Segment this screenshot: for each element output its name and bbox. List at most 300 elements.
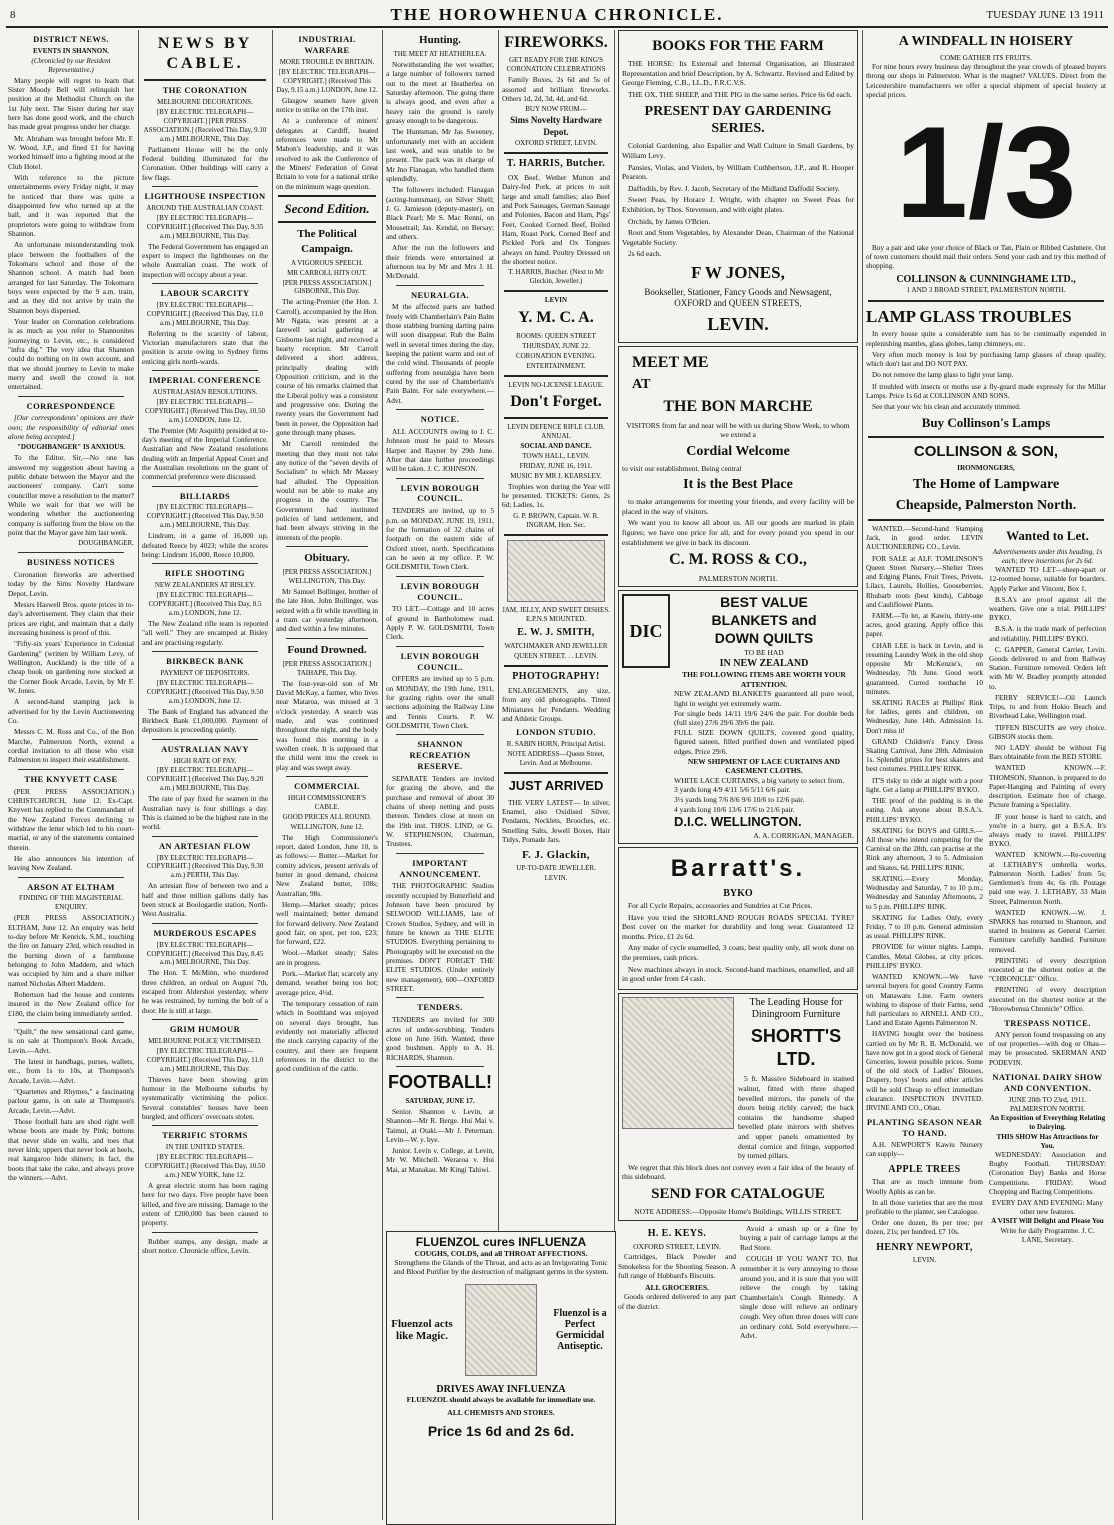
ad-business-name: E. W. J. SMITH, bbox=[517, 627, 595, 639]
article-title: "DOUGHBANGER" IS ANXIOUS. bbox=[17, 443, 125, 452]
ad-text: 5 ft. Massive Sideboard in stained walnut, fitted with three shaped bevelled mirrors, the panels of the doors being richly carved; the back contains the handsome shaped bevelled plate mirrors with shelves and upper panels ornamented by dental cornice and fringe, supported by turned pillars. bbox=[738, 1074, 854, 1161]
fluenzol-advertisement bbox=[386, 1231, 616, 1525]
column-rule bbox=[382, 30, 383, 1520]
ad-address: 1 AND 3 BROAD STREET, PALMERSTON NORTH. bbox=[906, 286, 1066, 295]
paragraph: Many people will regret to learn that Sister Moody Bell will relinquish her position at the Methodist Church on the 1st July next. The Sister during her stay here has done good work, and the church has made great progress under her charge. bbox=[8, 75, 134, 132]
edition-heading: Second Edition. bbox=[284, 200, 370, 216]
ad-text: THE VERY LATEST— In silver, Enamel, also Oxidised Silver, Pendants, Necklets, Brooches, etc. Smelling Salts, Jewell Boxes, Hair Tidys, Pomade Jars. bbox=[502, 797, 610, 844]
small-notices bbox=[740, 1224, 858, 1343]
classified-ad: SKATING for BOYS and GIRLS.—All those who intend competing for the Carnival on the 28th, can practise at the Rink any afternoon, 3 to 5. Admission and Skates, 6d. PHILLIPS' RINK. bbox=[866, 826, 983, 872]
dateline: [BY ELECTRIC TELEGRAPH—COPYRIGHT.] [PER PRESS ASSOCIATION.] (Received This Day, 9.10 a.m.) MELBOURNE, This Day. bbox=[143, 107, 267, 143]
notice-title: NOTICE. bbox=[420, 414, 460, 425]
notice-title: LEVIN BOROUGH COUNCIL. bbox=[400, 482, 480, 504]
paragraph: Referring to the scarcity of labour, Victorian manufacturers state that the position is acute owing to Sydney firms enticing girls north-wards. bbox=[142, 328, 268, 366]
paragraph: [Our correspondents' opinions are their own; the responsibility of editorial ones alone being accepted.] bbox=[8, 413, 134, 442]
paragraph: The acting-Premier (the Hon. J. Carroll), accompanied by the Hon. Mr Ngata, was present at a farewell social gathering at Gisborne last night, and received a hearty reception. Mr Carroll delivered a short address, principally dealing with Opposition criticism, and in the course of his remarks claimed that the Liberal policy was a consistent and progressive one. During the twenty years the Government had been in power, the Opposition had gone through many phases. bbox=[276, 297, 378, 438]
article-byline: (Chronicled by our Resident Representative.) bbox=[31, 56, 111, 74]
ad-text: A.H. NEWPORT'S Kawiu Nursery can supply— bbox=[866, 1141, 983, 1159]
paragraph: Rubber stamps, any design, made at short notice. Chronicle office, Levin. bbox=[142, 1236, 268, 1256]
ad-text: NEW ZEALAND BLANKETS guaranteed all pure wool, light in weight yet extremely warm. bbox=[674, 689, 854, 709]
paragraph: M the affected parts are bathed freely with Chamberlain's Pain Balm those stabbing burning darting pains will soon disappear. Rub the Balm well in several times during the day, keeping the patient warm and out of the cold wind. Thousands of people suffering from neuralgia have been cured by the use of Chamberlain's Pain Balm. For sale everywhere.—Advt. bbox=[386, 302, 494, 405]
sideboard-illustration bbox=[622, 997, 734, 1129]
article-title: NEURALGIA. bbox=[410, 289, 470, 300]
article-subtitle: HIGH RATE OF PAY. bbox=[173, 756, 237, 765]
classified-ad: B.S.A. is the trade mark of perfection and reliability. PHILLIPS' BYKO. bbox=[989, 625, 1106, 643]
ad-text: For all Cycle Repairs, accessories and Sundries at Cut Prices. bbox=[628, 900, 813, 910]
ad-tagline: DRIVES AWAY INFLUENZA bbox=[436, 1384, 566, 1395]
notice-text: TENDERS are invited, up to 5 p.m. on MONDAY, JUNE 19, 1911, for the formation of 32 chains of footpath on the eastern side of Oxford street, north. Specifications can be seen at my office. P. W. GOLDSMITH, Town Clerk. bbox=[386, 506, 494, 572]
ad-text: LEVIN NO-LICENSE LEAGUE. bbox=[508, 380, 604, 389]
ad-text: ALL GROCERIES. bbox=[645, 1282, 709, 1292]
ad-headline: Buy Collinson's Lamps bbox=[921, 415, 1051, 431]
ad-headline: It is the Best Place bbox=[683, 477, 793, 493]
ad-headline: PLANTING SEASON NEAR TO HAND. bbox=[866, 1117, 983, 1139]
ad-text: PALMERSTON NORTH. bbox=[1009, 1104, 1086, 1113]
ad-text: COUGH IF YOU WANT TO. But remember it is very annoying to those around you, and it is sure that you will relieve the cough by taking Chamberlain's Cough Remedy. A single dose will relieve an ordinary cough. Very often three doses will cure an ordinary cold. Sold everywhere.—Advt. bbox=[740, 1254, 858, 1341]
ad-text: Trophies won during the Year will be presented. TICKETS: Gents, 2s 6d; Ladies, 1s. bbox=[502, 481, 610, 510]
classified-ad: SKATING RACES at Phillips' Rink for ladies, gents and children, on Wednesday, June 14th. Admission 1s. Don't miss it! bbox=[866, 698, 983, 735]
classified-ad: IF your house is hard to catch, and you're in a hurry, get a B.S.A. It's always ready to travel. PHILLIPS' BYKO. bbox=[989, 812, 1106, 849]
notice-title: LEVIN BOROUGH COUNCIL. bbox=[400, 580, 480, 602]
ad-headline: Cordial Welcome bbox=[686, 443, 790, 459]
paragraph: Notwithstanding the wet weather, a large number of followers turned out to the meet at Heatherlea on Saturday afternoon. The going there is always good, and even after a heavy rain the ground is rarely greasy enough to be dangerous. bbox=[386, 60, 494, 125]
section-heading: ARSON AT ELTHAM bbox=[27, 881, 115, 892]
article-title: EVENTS IN SHANNON. bbox=[32, 46, 110, 55]
ad-headline: Don't Forget. bbox=[510, 393, 602, 411]
classified-ad: WANTED.—Second-hand Stamping Jack, in good order. LEVIN AUCTIONEERING CO., Levin. bbox=[866, 525, 983, 552]
ad-text: FLUENZOL should always be available for immediate use. bbox=[406, 1395, 596, 1404]
bon-marche-advertisement bbox=[618, 346, 858, 587]
ad-business-name: BYKO bbox=[723, 888, 753, 900]
ad-text: Any make of cycle enamelled, 3 coats, best quality only, all work done on the premises, cash prices. bbox=[622, 943, 854, 962]
ad-text: T. HARRIS, Butcher. (Next to Mr Gleckin, Jeweller.) bbox=[508, 268, 604, 286]
ad-headline: DOWN QUILTS bbox=[714, 630, 814, 646]
keys-advertisement bbox=[618, 1224, 736, 1343]
ad-text: EVERY DAY AND EVENING: Many other new features. bbox=[992, 1199, 1103, 1217]
dateline: [BY ELECTRIC TELEGRAPH—COPYRIGHT.] (Received This Day, 10.50 a.m.) LONDON, June 12. bbox=[144, 397, 266, 424]
ad-text: That are as much immune from Woolly Aphis as can be. bbox=[866, 1178, 983, 1196]
ad-text: Write for daily Programme. J. C. LANE, Secretary. bbox=[1000, 1226, 1095, 1244]
ad-headline: THE BON MARCHE bbox=[663, 398, 813, 416]
ad-text: Very often much money is lost by purchasing lamp glasses of cheap quality, which don't last and DO NOT PAY. bbox=[866, 350, 1106, 369]
article-title: TERRIFIC STORMS bbox=[162, 1130, 248, 1141]
paragraph: The Hon. T. McMinn, who murdered three children, an ordeal on August 7th, escaped from Aldershot yesterday, where he was restrained, by turning the bolt of a door. He is still at large. bbox=[142, 968, 268, 1015]
notice-text: ALL ACCOUNTS owing to J. C. Johnson must be paid to Messrs Harper and Rayner by 29th June. After that date further proceedings will be taken. J. C. JOHNSON. bbox=[386, 426, 494, 474]
column-cable-continued bbox=[276, 30, 378, 1520]
paragraph: With reference to the picture entertainments every Friday night, it may be noticed that there was quite a disappointed few who turned up at the hall, and it was reported that the proprietors were going to withdraw from Shannon. bbox=[8, 173, 134, 238]
article-title: INDUSTRIAL WARFARE bbox=[298, 34, 356, 55]
ad-business-name: H. E. KEYS. bbox=[647, 1227, 707, 1239]
article-title: IMPERIAL CONFERENCE bbox=[148, 374, 262, 385]
ad-text: 3 yards long 4/9 4/11 5/6 5/11 6/6 pair. bbox=[674, 785, 791, 795]
ad-headline: PRESENT DAY GARDENING SERIES. bbox=[644, 103, 832, 137]
notice-title: TRESPASS NOTICE. bbox=[1004, 1018, 1091, 1029]
paragraph: The Federal Government has engaged an expert to inspect the lighthouses on the whole Australian coast. The work of inspection will occupy about a year. bbox=[142, 241, 268, 279]
paragraph: At a conference of miners' delegates at Cardiff, heated references were made to Mr Mabon's leadership, and it was resolved to ask the Conference of the Miners' Federation of Great Britain to vote for a national strike on the minimum wage question. bbox=[276, 116, 378, 191]
classified-ad: CHAR LEE is back in Levin, and is resuming Laundry Work in the old shop opposite Mr McKenzie's, on Wednesday, 7th June. Good work guaranteed. Curred toothache 10 minutes. bbox=[866, 641, 983, 696]
ad-headline: APPLE TREES bbox=[888, 1163, 961, 1175]
ad-business-name: F W JONES, bbox=[691, 262, 785, 282]
ad-text: to make arrangements for meeting your friends, and every facility will be placed in the way of visitors. bbox=[622, 497, 854, 516]
classified-ad: FOR SALE at ALF. TOMLINSON'S Queen Street Nursery.—Shelter Trees and Edging Plants, Fruit Trees, Privets, Lilacs, Laurels, Hollies, Gooseberries, Rhubarb roots (best kinds), Cabbage and Cauliflower Plants. bbox=[866, 554, 983, 609]
paragraph: The High Commissioner's report, dated London, June 10, is as follows:— Butter.—Market for comity advices, present arrivals of butter in good demand, choicest New Zealand butter, 108s; Australian, 98s. bbox=[276, 832, 378, 898]
ad-headline: FLUENZOL cures INFLUENZA bbox=[415, 1235, 587, 1249]
section-heading: DISTRICT NEWS. bbox=[33, 34, 109, 44]
ad-headline: Barratt's. bbox=[670, 855, 806, 883]
ad-business-name: T. HARRIS, Butcher. bbox=[506, 158, 606, 170]
ad-text: MUSIC BY MR J. KEARSLEY. bbox=[510, 471, 602, 480]
ad-text: OX Beef, Wether Mutton and Dairy-fed Pork, at prices to suit large and small families; also Beef and Pork Sausages, German Sausage and Polonies, Bacon and Ham, Pigs' Feet, Cooked Corned Beef, Boiled Ham, Roast Pork, Corned Beef and Pickled Pork and Ox Tongues always on hand. Poultry Dressed on the shortest notice. bbox=[502, 173, 610, 267]
dateline: [BY ELECTRIC TELEGRAPH—COPYRIGHT.] (Received This Day, 8.5 a.m.) LONDON, June 12. bbox=[148, 591, 262, 618]
dateline: [PER PRESS ASSOCIATION.] WELLINGTON, This Day. bbox=[282, 568, 372, 585]
ad-text: NOTE ADDRESS:—Opposite Hume's Buildings, WILLIS STREET. bbox=[634, 1207, 842, 1217]
ad-business-name: COLLINSON & SON, bbox=[913, 442, 1059, 460]
dic-logo: DIC bbox=[622, 594, 670, 668]
ad-text: We want you to know all about us. All our goods are marked in plain figures; we have one price for all, and for every pound you spend in our establishment we give in back its discount. bbox=[622, 518, 854, 547]
article-title: LABOUR SCARCITY bbox=[160, 287, 250, 298]
ad-headline: AT bbox=[632, 377, 651, 393]
article-subtitle: MELBOURNE POLICE VICTIMISED. bbox=[148, 1036, 262, 1045]
ad-headline: SEND FOR CATALOGUE bbox=[651, 1185, 825, 1202]
newspaper-title: THE HOROWHENUA CHRONICLE. bbox=[390, 5, 724, 24]
article-title: BILLIARDS bbox=[179, 490, 231, 501]
paragraph: Hemp.—Market steady; prices well maintained; better demand for forward delivery. New Zealand good fair, on spot, per ton, £23; for forward, £22. bbox=[276, 899, 378, 947]
ad-text: QUEEN STREET. . . LEVIN. bbox=[514, 652, 598, 661]
ad-text: CORONATION EVENING. bbox=[515, 351, 597, 360]
classified-ad: IT'S risky to ride at night with a poor light. Get a lamp at PHILLIPS' BYKO. bbox=[866, 776, 983, 794]
ad-headline: BEST VALUE bbox=[720, 594, 808, 611]
ad-text: WHITE LACE CURTAINS, a big variety to select from. bbox=[674, 775, 845, 785]
notice-title: IMPORTANT ANNOUNCEMENT. bbox=[399, 857, 481, 879]
ad-location: PALMERSTON NORTH. bbox=[698, 573, 778, 583]
article-subtitle: A VIGOROUS SPEECH. bbox=[290, 258, 364, 267]
notice-text: TENDERS are invited for 300 acres of under-scrubbing. Tenders close on June 16th. Wanted, three good bushmen. Apply to A. H. RICHARDS, Shannon. bbox=[386, 1015, 494, 1062]
ad-text: JUNE 20th TO 23rd, 1911. bbox=[1008, 1095, 1087, 1104]
dateline: [BY ELECTRIC TELEGRAPH—COPYRIGHT.] (Received This Day, 11.0 a.m.) MELBOURNE, This Day. bbox=[146, 300, 264, 327]
article-subtitle: AUSTRALASIAN RESOLUTIONS. bbox=[152, 387, 258, 396]
notice-title: SHANNON RECREATION RESERVE. bbox=[409, 739, 471, 772]
ad-text: In every house quite a considerable sum has to be continually expended in replenishing mantles, glass globes, lamp chimneys, etc. bbox=[866, 330, 1106, 348]
notice-text: TO LET.—Cottage and 10 acres of ground in Bartholomew road. Apply P. W. GOLDSMITH, Town Clerk. bbox=[386, 604, 494, 642]
paragraph: A great electric storm has been raging here for two days. Five people have been killed, and five are missing. Damage to the extent of £200,000 has been caused to property. bbox=[142, 1181, 268, 1228]
ad-text: TOWN HALL, LEVIN. bbox=[522, 451, 590, 460]
classified-ad: GRAND Children's Fancy Dress Skating Carnival, June 28th. Admission 1s. Splendid prizes for best skaters and best costumes. PHILLIPS' RINK. bbox=[866, 737, 983, 774]
ad-text: Do not remove the lamp glass to light your lamp. bbox=[872, 371, 1014, 380]
ad-subhead: COUGHS, COLDS, and all THROAT AFFECTIONS. bbox=[414, 1249, 588, 1258]
ad-text: THURSDAY, JUNE 22. bbox=[522, 341, 590, 350]
article-subtitle: PAYMENT OF DEPOSITORS. bbox=[160, 668, 250, 677]
ad-text: WATCHMAKER AND JEWELLER bbox=[504, 642, 608, 651]
ad-location: LEVIN bbox=[544, 296, 568, 305]
paragraph: To the Editor. Sir,—No one has answered my suggestion about having a public debate between the Mayor and the auctioneers' company. Can't some councillor move a resolution to the matter? While we wait for that we will be wondering whether the auctioneering company is suffering from the blow on the point that the Mayor gave him last week. bbox=[8, 453, 134, 537]
paragraph: The followers included: Flanagan (acting-huntsman), on Silver Shell; J. G. Jamieson (deputy-master), on Black Pearl; Mr S. Mac Renni, on Mousetrail; Jas. Kendal, on Bersay; and others. bbox=[386, 185, 494, 241]
ad-text: If troubled with insects or moths use a fly-guard made expressly for the Millar Lamps. Price 1s 6d at COLLINSON AND SONS. bbox=[866, 382, 1106, 400]
paragraph: (PER PRESS ASSOCIATION.) ELTHAM, June 12. An enquiry was held to-day before Mr Kenrick, S.M., touching the fire on January 23rd, which resulted in the burning down of a farmhouse belonging to John Maddern, and which was occupied by him and a share milker named Nicholas Albert Maddern. bbox=[8, 913, 134, 988]
ad-business-name: LONDON STUDIO. bbox=[516, 727, 596, 738]
ad-rates: Advertisements under this heading, 1s each; three insertions for 2s 6d. bbox=[992, 547, 1103, 565]
fixture-list: Junior. Levin v. College, at Levin, Mr W. Mitchell. Weraroa v. Hui Mai, at Manakau. Mr Kingi Tahiwi. bbox=[386, 1146, 494, 1174]
ad-text: Order one dozen, 8s per tree; per dozen, 21s; per hundred, £7 10s. bbox=[866, 1219, 983, 1237]
shortts-advertisement bbox=[618, 993, 858, 1221]
ad-text: G. P. BROWN, Captain. W. R. INGRAM, Hon. Sec. bbox=[513, 511, 599, 529]
signature: DOUGHBANGER. bbox=[78, 539, 134, 548]
classified-ad: NO LADY should be without Fig Bars obtainable from the RED STORE. bbox=[989, 744, 1106, 762]
paragraph: An unfortunate misunderstanding took place between the footballers of the Tokomaru school and those of the Shannon school. A match had been arranged for last Saturday. The Tokomaru boys were expected by the 9 a.m. train, and as they did not arrive by train the Shannon boys dispersed. bbox=[8, 240, 134, 315]
ad-location: LEVIN. bbox=[912, 1256, 937, 1265]
article-title: BIRKBECK BANK bbox=[166, 655, 244, 666]
paragraph: An artesian flow of between two and a half and three million gallons daily has been struck at Boologardie station, North-West Australia. bbox=[142, 881, 268, 919]
article-subtitle: AROUND THE AUSTRALIAN COAST. bbox=[146, 203, 264, 212]
ad-text: THE OX, THE SHEEP, and THE PIG in the same series. Price 6s 6d each. bbox=[628, 89, 852, 99]
paragraph: The rate of pay fixed for seamen in the Australian navy is four shillings a day. This is claimed to be the highest rate in the world. bbox=[142, 794, 268, 832]
article-subtitle: IN THE UNITED STATES. bbox=[165, 1143, 245, 1152]
paragraph: Mr Carroll reminded the meeting that they must not take any notice of the "seven devils of Socialism" to which Mr Massey had alluded. The Opposition would not be able to make any progress in the country. The Government had instituted policies of land settlement, and had been always striving in the interests of the people. bbox=[276, 439, 378, 542]
article-subtitle: THE MEET AT HEATHERLEA. bbox=[393, 50, 487, 59]
ad-address: OXFORD STREET, LEVIN. bbox=[633, 1242, 721, 1252]
silverware-illustration bbox=[507, 540, 605, 602]
ad-headline: NATIONAL DAIRY SHOW AND CONVENTION. bbox=[992, 1071, 1103, 1093]
column-hosiery-and-classifieds bbox=[866, 30, 1106, 1520]
column-rule bbox=[272, 30, 273, 1520]
notice-text: SEPARATE Tenders are invited for grazing the above, and the purchase and removal of about 30 chains of sheep netting and posts thereon. Tenders close at noon on the 19th inst. THOS. LIND, or G. W. STEPHENSON, Chairman, Trustees. bbox=[386, 774, 494, 849]
ad-text: Colonial Gardening, also Espalier and Wall Culture in Small Gardens, by William Levy. bbox=[622, 141, 854, 160]
article-title: Obituary. bbox=[304, 551, 350, 564]
ad-text: IN NEW ZEALAND bbox=[719, 657, 809, 669]
ad-text: 2s 6d each. bbox=[628, 249, 662, 259]
classified-ad: WANTED KNOWN.—Re-covering at LETHABY'S umbrella works, Palmerston North. Ladies' from 5s; Gentlemen's from 4s; 6s rib. Postage paid one way. J. LETHABY, 33 Main Street, Palmerston North. bbox=[989, 851, 1106, 906]
paragraph: Lindrum, in a game of 16,000 up, defeated Reece by 4023; while the scores being: Lindrum 16,000, Reece 10,800. bbox=[142, 531, 268, 559]
classified-ad: PRINTING of every description executed at the shortest notice at the "CHRONICLE" Office. bbox=[989, 956, 1106, 984]
article-subtitle: FINDING OF THE MAGISTERIAL ENQUIRY. bbox=[19, 894, 123, 912]
classified-ad: ANY person found trespassing on any of our properties—with dog or Ohau—may be prosecuted. SKERMAN AND PODEVIN. bbox=[989, 1031, 1106, 1067]
dateline: [BY ELECTRIC TELEGRAPH—COPYRIGHT.] (Received This Day, 9.50 a.m.) MELBOURNE, This Day. bbox=[146, 503, 264, 530]
ad-headline: BLANKETS and bbox=[711, 612, 817, 629]
column-rule bbox=[138, 30, 139, 1520]
ad-text: New machines always in stock. Second-hand machines, enamelled, and all in good order from £4 cash. bbox=[622, 964, 854, 984]
ad-headline: LAMP GLASS TROUBLES bbox=[866, 306, 1072, 326]
ad-text: Have you tried the SHORLAND ROUGH ROADS SPECIAL TYRE? Best cover on the market for durability and long wear. Guaranteed 12 months. Price, £1 2s 6d. bbox=[622, 912, 854, 941]
ad-text: FULL SIZE DOWN QUILTS, covered good quality, figured sateen, filled purified down and ventilated piped edges. Price 29/6. bbox=[674, 727, 854, 757]
classified-ad: TIFFEN BISCUITS are very choice. GIBSON stocks them. bbox=[989, 723, 1106, 741]
dateline: WELLINGTON, June 12. bbox=[290, 822, 364, 831]
paragraph: The latest in handbags, purses, wallets, etc., from 1s to 10s, at Thompson's Arcade, Levin.—Advt. bbox=[8, 1056, 134, 1085]
classified-ad: WANTED KNOWN.—F. THOMSON, Shannon, is prepared to do Paper-Hanging and Painting of every description. Estimate free of charge. Picture framing a Speciality. bbox=[989, 764, 1106, 810]
ad-text: ENTERTAINMENT. bbox=[526, 361, 586, 370]
classified-ad: WANTED KNOWN.—We have several buyers for good Country Farms on Manawatu Line. Farm owners wishing to dispose of their Farms, send full particulars to ARNELL AND CO., Land and Estate Agents Palmerston N. bbox=[866, 973, 983, 1028]
ad-headline: PHOTOGRAPHY! bbox=[512, 671, 600, 683]
ad-address: OXFORD STREET, LEVIN. bbox=[515, 139, 597, 148]
section-heading: THE KNYVETT CASE bbox=[24, 773, 118, 784]
article-title: LIGHTHOUSE INSPECTION bbox=[144, 190, 266, 201]
dateline: [BY ELECTRIC TELEGRAPH—COPYRIGHT.] (Received This Day, 9.35 a.m.) MELBOURNE, This Day. bbox=[146, 213, 264, 240]
paragraph: (PER PRESS ASSOCIATION.) CHRISTCHURCH, June 12. Ex-Capt. Knyvett has replied to the Commandant of the New Zealand Forces declining to withdraw the letter which led to his court-martial, or any of the statements contained therein. bbox=[8, 786, 134, 852]
article-title: RIFLE SHOOTING bbox=[165, 568, 245, 579]
paragraph: "Fifty-six years' Experience in Colonial Gardening" (written by William Levy, of Wellington, Auckland) is the title of a cheap book on gardening now stocked at the Corner Book Arcade, Levin, by Mr F. W. Jones. bbox=[8, 639, 134, 696]
dateline: [BY ELECTRIC TELEGRAPH—COPYRIGHT.] (Received This Day, 9.30 a.m.) PERTH, This Day. bbox=[146, 853, 264, 880]
classified-ad: FARM.—To let, at Kawiu, thirty-one acres, good grazing. Apply office this paper. bbox=[866, 611, 983, 639]
ad-text: LEVIN. bbox=[544, 874, 568, 883]
ad-text: JAM, JELLY, AND SWEET DISHES. E.P.N.S MOUNTED. bbox=[502, 605, 610, 623]
classifieds-left bbox=[866, 525, 983, 1266]
section-heading: CORRESPONDENCE bbox=[26, 400, 116, 411]
ad-business-name: SHORTT'S LTD. bbox=[750, 1026, 842, 1070]
ad-text: See that your wic his clean and accurately trimmed. bbox=[872, 402, 1021, 411]
article-title: AUSTRALIAN NAVY bbox=[161, 743, 249, 754]
paragraph: Thieves have been showing grim humour in the Melbourne suburbs by systematically victimising the police. Several constables' houses have been burgled, and officers' overcoats stolen. bbox=[142, 1074, 268, 1122]
dateline: [BY ELECTRIC TELEGRAPH—COPYRIGHT.] (Received This Day, 9.15 a.m.) LONDON, June 12. bbox=[276, 67, 378, 94]
ad-text: TO BE HAD bbox=[744, 647, 784, 657]
ad-headline: MEET ME bbox=[632, 353, 709, 371]
article-title: The Political Campaign. bbox=[297, 228, 357, 255]
paragraph: Messrs Haswell Bros. quote prices in to-day's advertisement. They claim that their prices are right, and maintain that a daily increasing business is proof of this. bbox=[8, 600, 134, 638]
dateline: [BY ELECTRIC TELEGRAPH—COPYRIGHT.] (Received This Day, 10.50 a.m.) NEW YORK, June 12. bbox=[144, 1153, 266, 1180]
ad-text: ROOMS: QUEEN STREET bbox=[516, 331, 596, 340]
ad-business-name: COLLINSON & CUNNINGHAME LTD., bbox=[896, 273, 1076, 285]
paragraph: Robertson had the house and contents insured in the New Zealand office for £180, the claim being immediately settled. bbox=[8, 989, 134, 1018]
paragraph: Mr. Abraham was brought before Mr. F. W. Wood, J.P., and fined £1 for having worked himself into a fighting mood at the Club Hotel. bbox=[8, 133, 134, 171]
ad-text: Bookseller, Stationer, Fancy Goods and Newsagent, bbox=[644, 286, 832, 297]
ad-business-name: Sims Novelty Hardware Depot. bbox=[510, 115, 602, 137]
ad-headline: The Home of Lampware bbox=[912, 477, 1060, 493]
ad-text: THE HORSE: Its External and Internal Organisation, an Illustrated Representation and brief Description, by A. Schwartz. Revised and Edited by George Fleming, C.B., LL.D., F.R.C.V.S. bbox=[622, 59, 854, 88]
article-title: THE CORONATION bbox=[162, 84, 248, 95]
fixture-date: SATURDAY, JUNE 17. bbox=[405, 1096, 475, 1105]
column-district-news bbox=[8, 30, 134, 1520]
ad-text: Orchids, by James O'Brien. bbox=[628, 216, 711, 226]
classified-ad: PROVIDE for winter nights. Lamps, Candles, Metal Globes, at city prices. PHILLIPS' BYKO. bbox=[866, 943, 983, 970]
paragraph: The Huntsman, Mr Jas Sweeney, unfortunately met with an accident last week, and was unable to be present. The pack was in charge of Mr Jno Flanagan, who handled them splendidly. bbox=[386, 127, 494, 183]
ad-slogan: Fluenzol is a Perfect Germicidal Antiseptic. bbox=[553, 1308, 607, 1352]
classified-ad: FERRY SERVICE!—Oil Launch Trips, to and from Hokio Beach and Riverhead Lake, Wellington road. bbox=[989, 693, 1106, 721]
ad-text: ENLARGEMENTS, any size, from any old photographs. Tinted Miniatures for Pendants. Wedding and Athletic Groups. bbox=[502, 685, 610, 723]
classified-ad: HAVING bought over the business carried on by Mr R. B. McDonald, we have now got in a good stock of General Groceries, lowest possible prices. Some of the old stock of Ladies' Blouses, Drapery, boys' boots and other articles will be sold Cheap to effect immediate clearance. INSPECTION INVITED. IRVINE AND CO., Ohau. bbox=[866, 1030, 983, 1113]
ad-text: NEW SHIPMENT OF LACE CURTAINS AND CASEMENT CLOTHS. bbox=[687, 756, 841, 776]
ad-text: THE FOLLOWING ITEMS ARE WORTH YOUR ATTENTION. bbox=[682, 670, 846, 689]
ad-text: R. SABIN HORN, Principal Artist. bbox=[506, 740, 606, 749]
dateline: [BY ELECTRIC TELEGRAPH—COPYRIGHT.] (Received This Day, 8.45 a.m.) MELBOURNE, This Day. bbox=[146, 940, 264, 967]
ad-headline: JUST ARRIVED bbox=[508, 778, 604, 793]
ad-text: 3½ yards long 7/6 8/6 9/6 10/6 to 12/6 pair. bbox=[674, 795, 805, 805]
paragraph: Wool.—Market steady; Sales are in progress. bbox=[276, 948, 378, 967]
classified-ad: SKATING.—Every Monday, Wednesday and Saturday, 7 to 10 p.m.; Wednesday and Saturday Afternoons, 2 to 5 p.m. PHILLIPS' RINK. bbox=[866, 874, 983, 911]
section-heading: BUSINESS NOTICES bbox=[27, 557, 115, 568]
ad-text: VISITORS from far and near will be with us during Show Week, to whom we extend a bbox=[626, 420, 850, 440]
classified-ad: PRINTING of every description executed on the shortest notice at the "Horowhenua Chronicle" Office. bbox=[989, 986, 1106, 1013]
dic-advertisement bbox=[618, 590, 858, 844]
ad-text: Daffodils, by Rev. J. Jacob, Secretary of the Midland Daffodil Society. bbox=[628, 183, 840, 193]
paragraph: Your leader on Coronation celebrations is as much as you refer to Shannonites journeying to Levin, etc., is considered "infra dig." The very idea that Shannon could do nothing on its own account, and that we should journey to Levin to make merry and swell the crowd is not entertained. bbox=[8, 316, 134, 392]
article-subtitle: HIGH COMMISSIONER'S CABLE. bbox=[287, 793, 367, 811]
football-heading: FOOTBALL! bbox=[388, 1071, 492, 1092]
article-subtitle: NEW ZEALANDERS AT BISLEY. bbox=[154, 581, 256, 590]
paragraph: He also announces his intention of leaving New Zealand. bbox=[8, 853, 134, 873]
ad-headline: BOOKS FOR THE FARM bbox=[652, 38, 824, 54]
ad-text: A VISIT Will Delight and Please You bbox=[991, 1217, 1104, 1226]
ad-text: For nine hours every business day throughout the year crowds of pleased buyers throng our shops in Palmerston. What is the magnet? VALUES. Direct from the Leicestershire manufacturers we offer a special shipment of special hosiery at special prices. bbox=[866, 63, 1106, 99]
paragraph: Those football hats are shod right well whose boots are made by Pink; buttons that never slide on walls, and toes that never kink; uppers that never look at heels, real kangaroo hide shiners; in fact, the boots that take the cake, and always prove the winners.—Advt. bbox=[8, 1116, 134, 1182]
ad-text: Root and Stem Vegetables, by Alexander Dean, Chairman of the National Vegetable Society. bbox=[622, 228, 854, 247]
ad-text: GET READY FOR THE KING'S CORONATION CELEBRATIONS bbox=[506, 56, 606, 74]
ad-stockists: ALL CHEMISTS AND STORES. bbox=[447, 1408, 555, 1417]
page-number: 8 bbox=[10, 9, 16, 21]
classified-ad: THE proof of the pudding is in the eating. Ask anyone about B.S.A.'s. PHILLIPS' BYKO. bbox=[866, 797, 983, 824]
section-banner: NEWS BY CABLE. bbox=[157, 35, 253, 73]
notice-title: TENDERS. bbox=[417, 1002, 463, 1013]
paragraph: After the run the followers and their friends were entertained at afternoon tea by Mr and Mrs J. H. McDonald. bbox=[386, 243, 494, 281]
ad-text: Avoid a smash up or a fine by buying a pair of carriage lamps at the Red Store. bbox=[740, 1223, 858, 1252]
article-title: Found Drowned. bbox=[287, 643, 367, 656]
paragraph: Glasgow seamen have given notice to strike on the 17th inst. bbox=[276, 95, 378, 114]
paragraph: Messrs C. M. Ross and Co., of the Bon Marche, Palmerston North, extend a cordial invitation to all those who visit Palmerston to inspect their establishment. bbox=[8, 727, 134, 765]
issue-date: TUESDAY JUNE 13 1911 bbox=[986, 9, 1104, 21]
classified-ad: SKATING for Ladies Only, every Friday, 7 to 10 p.m. General admission as usual. PHILLIPS' RINK. bbox=[866, 913, 983, 941]
ad-text: We regret that this block does not convey even a fair idea of the beauty of this sideboard. bbox=[622, 1162, 854, 1182]
column-local-ads bbox=[502, 30, 610, 1220]
ad-business-name: D.I.C. WELLINGTON. bbox=[674, 814, 802, 830]
notice-text: THE PHOTOGRAPHIC Studios recently occupied by Butterfield and Johnson have been procured by SELWOOD WILLIAMS, late of Crown Studios, Sydney, and will in future be known as THE ELITE STUDIOS. Everything pertaining to Photography will be executed on the premises. DON'T FORGET THE ELITE STUDIOS. (Under entirely new management), 600—OXFORD STREET. bbox=[386, 881, 494, 994]
article-subtitle: GOOD PRICES ALL ROUND. bbox=[282, 812, 372, 821]
column-news-by-cable bbox=[142, 30, 268, 1520]
ad-text: IRONMONGERS, bbox=[957, 463, 1015, 472]
dateline: [BY ELECTRIC TELEGRAPH—COPYRIGHT.] (Received This Day, 9.20 a.m.) MELBOURNE, This Day. bbox=[146, 766, 264, 793]
ad-text: SOCIAL AND DANCE. bbox=[520, 441, 592, 450]
paragraph: A second-hand stamping jack is advertised for by the Levin Auctioneering Co. bbox=[8, 697, 134, 726]
ad-location: LEVIN. bbox=[707, 313, 769, 334]
ad-text: BUY NOW FROM— bbox=[525, 105, 587, 114]
ad-text: LEVIN DEFENCE RIFLE CLUB. ANNUAL bbox=[507, 422, 605, 440]
ad-text: Pansies, Violas, and Violets, by William Cuthbertson, J.P., and R. Hooper Pearson. bbox=[622, 162, 854, 182]
barratts-advertisement bbox=[618, 847, 858, 989]
article-subtitle: MORE TROUBLE IN BRITAIN. bbox=[279, 57, 375, 66]
article-title: GRIM HUMOUR bbox=[169, 1024, 241, 1035]
classified-ad: WANTED KNOWN.—W. J. SPARKS has returned to Shannon, and started in business as General Carrier. Furniture carefully handled. Furniture removed. bbox=[989, 908, 1106, 954]
article-subtitle: MELBOURNE DECORATIONS. bbox=[157, 97, 253, 106]
paragraph: The Bank of England has advanced the Birkbeck Bank £1,000,000. Payment of depositors is proceeding quietly. bbox=[142, 706, 268, 735]
ad-text: UP-TO-DATE JEWELLER. bbox=[516, 864, 596, 873]
column-rule bbox=[862, 30, 863, 1520]
hosiery-price: 1/3 bbox=[895, 99, 1077, 245]
ad-text: THIS SHOW Has Attractions for You. bbox=[996, 1132, 1099, 1150]
ad-text: Strengthens the Glands of the Throat, and acts as an Invigorating Tonic and Blood Purifier by the destruction of malignant germs in the system. bbox=[393, 1258, 609, 1276]
notice-title: LEVIN BOROUGH COUNCIL. bbox=[400, 650, 480, 672]
paragraph: Mr Samuel Bollinger, brother of the late Hon. John Bollinger, was seized with a fit while travelling in a tram car yesterday afternoon, and died within a few minutes. bbox=[276, 586, 378, 634]
ad-text: Sweet Peas, by Horace J. Wright, with chapter on Sweet Peas for Exhibition, by Thos. Stevenson, and with eight plates. bbox=[622, 195, 854, 214]
classified-ad: WANTED TO LET—sheep-apart or 12-roomed house, suitable for boarders. Apply Parker and Vincent, Box 1. bbox=[989, 566, 1106, 593]
article-title: Hunting. bbox=[419, 34, 461, 46]
ad-text: Family Boxes, 2s 6d and 5s of assorted and brilliant fireworks. Others 1d, 2d, 3d, 4d, and 6d. bbox=[502, 75, 610, 104]
masthead bbox=[6, 4, 1108, 28]
ad-text: WEDNESDAY: Association and Rugby Football. THURSDAY: (Coronation Day) Banks and Horse Competitions. FRIDAY: Wood Chopping and Racing Competitions. bbox=[989, 1150, 1106, 1196]
article-title: COMMERCIAL bbox=[294, 780, 360, 791]
ad-text: Buy a pair and take your choice of Black or Tan, Plain or Ribbed Cashmere. Out of town customers should mail their orders. Send your cash and try this method of shopping. bbox=[866, 244, 1106, 271]
ad-business-name: C. M. ROSS & CO., bbox=[669, 551, 807, 569]
ad-text: FRIDAY, JUNE 16, 1911. bbox=[519, 461, 593, 470]
paragraph: "Quilt," the new sensational card game, is on sale at Thompson's Book Arcade, Levin.—Advt. bbox=[8, 1026, 134, 1055]
ad-headline: A WINDFALL IN HOISERY bbox=[898, 34, 1074, 49]
article-subtitle: MR CARROLL HITS OUT. bbox=[287, 268, 367, 277]
ad-text: OXFORD and QUEEN STREETS, bbox=[674, 298, 802, 309]
paragraph: The four-year-old son of Mr David McKay, a farmer, who lives near Mataroa, was missed at 3 o'clock yesterday. A search was made, and was continued throughout the night, and the body was found this morning in a swollen creek. It is supposed that the child went into the creek to play and was swept away. bbox=[276, 678, 378, 772]
paragraph: The New Zealand rifle team is reported "all well." They are encamped at Bisley and are practising regularly. bbox=[142, 619, 268, 647]
classifieds-right bbox=[989, 525, 1106, 1266]
ad-text: Cartridges, Black Powder and Smokeless for the Shooting Season. A full range of Hubbard's Biscuits. bbox=[618, 1252, 736, 1281]
paragraph: Coronation fireworks are advertised today by the Sims Novelty Hardware Depot, Levin. bbox=[8, 570, 134, 598]
ad-headline: Cheapside, Palmerston North. bbox=[895, 498, 1077, 514]
article-title: AN ARTESIAN FLOW bbox=[158, 840, 252, 851]
dateline: [BY ELECTRIC TELEGRAPH—COPYRIGHT.] (Received This Day, 9.50 a.m.) LONDON, June 12. bbox=[146, 678, 264, 705]
ad-text: to visit our establishment. Being central bbox=[622, 463, 742, 473]
paragraph: The Premier (Mr Asquith) presided at to-day's meeting of the Imperial Conference. Australian and New Zealand resolutions dealing with an Imperial Appeal Court and the Australian resolutions on the grant of commercial preference were discussed. bbox=[142, 425, 268, 482]
